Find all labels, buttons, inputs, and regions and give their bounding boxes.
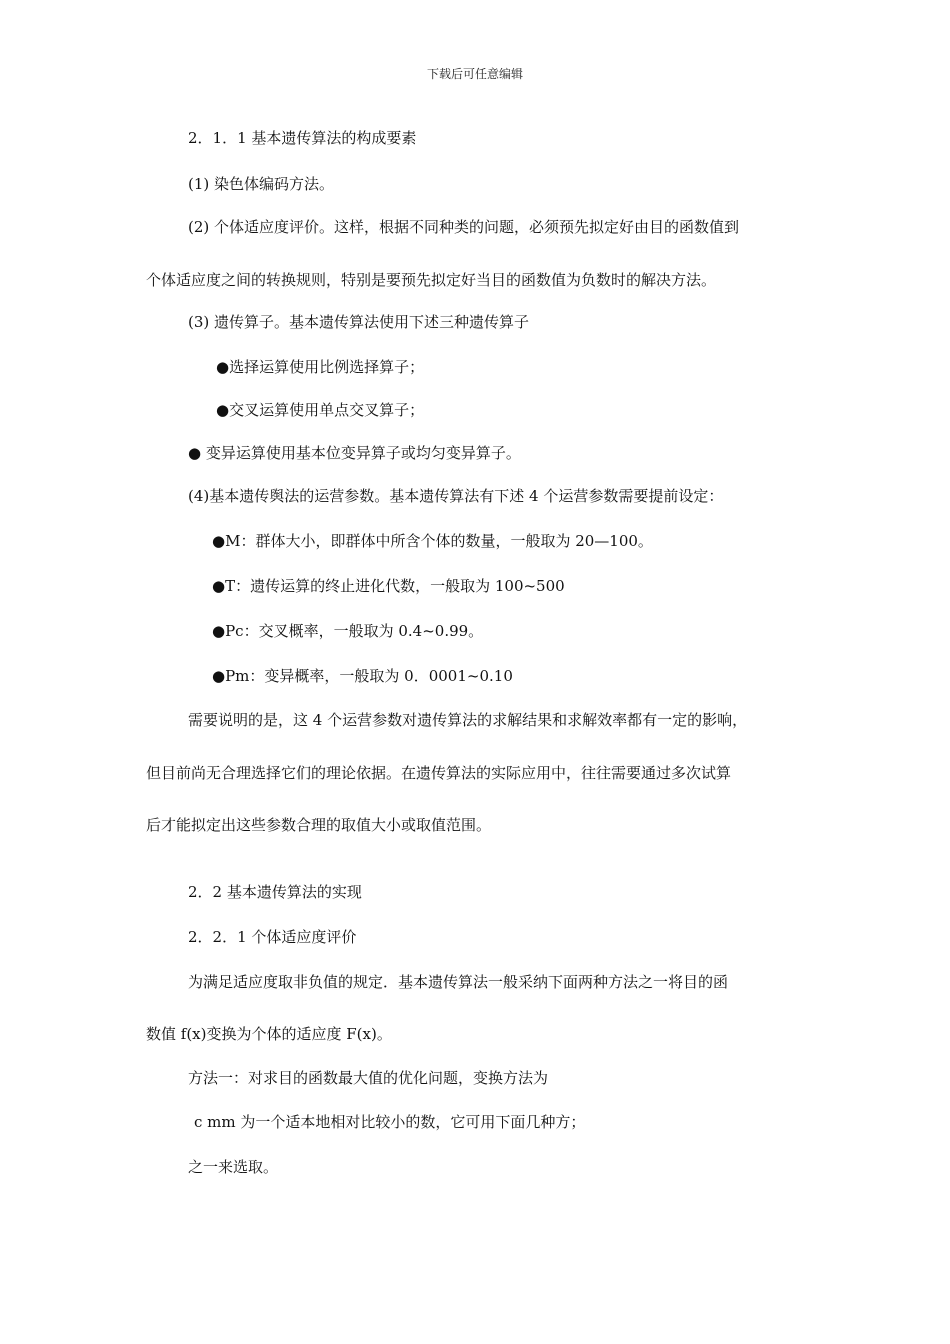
section-heading-2-1-1: 2．1．1 基本遗传算法的构成要素 — [188, 129, 417, 147]
section-heading-2-2-1: 2．2．1 个体适应度评价 — [188, 928, 357, 946]
paragraph-line: 数值 f(x)变换为个体的适应度 F(x)。 — [146, 1025, 392, 1043]
section-heading-2-2: 2．2 基本遗传算法的实现 — [188, 883, 362, 901]
paragraph-line: 后才能拟定出这些参数合理的取值大小或取值范围。 — [146, 816, 492, 834]
paragraph-line: 但目前尚无合理选择它们的理论依据。在遗传算法的实际应用中，往往需要通过多次试算 — [146, 764, 732, 782]
bullet-item: ●选择运算使用比例选择算子； — [216, 358, 425, 376]
page-header: 下载后可任意编辑 — [426, 67, 523, 81]
bullet-item: ●Pm：变异概率，一般取为 0．0001~0.10 — [212, 667, 513, 685]
paragraph-line: 为满足适应度取非负值的规定．基本遗传算法一般采纳下面两种方法之一将目的函 — [188, 973, 729, 991]
bullet-item: ●交叉运算使用单点交叉算子； — [216, 401, 425, 419]
paragraph-line: 需要说明的是，这 4 个运营参数对遗传算法的求解结果和求解效率都有一定的影响， — [188, 711, 748, 729]
bullet-item: ●T：遗传运算的终止进化代数，一般取为 100~500 — [212, 577, 565, 595]
bullet-item: ●Pc：交叉概率，一般取为 0.4~0.99。 — [212, 622, 484, 640]
paragraph-line: (2) 个体适应度评价。这样，根据不同种类的问题，必须预先拟定好由目的函数值到 — [188, 218, 740, 236]
paragraph-line: 之一来选取。 — [188, 1158, 279, 1176]
bullet-item: ●M：群体大小，即群体中所含个体的数量，一般取为 20—100。 — [212, 532, 653, 550]
paragraph-line: (3) 遗传算子。基本遗传算法使用下述三种遗传算子 — [188, 313, 530, 331]
paragraph-line: 方法一：对求目的函数最大值的优化问题，变换方法为 — [188, 1069, 549, 1087]
paragraph-line: (4)基本遗传舆法的运营参数。基本遗传算法有下述 4 个运营参数需要提前设定： — [188, 487, 724, 505]
paragraph-line: (1) 染色体编码方法。 — [188, 175, 335, 193]
paragraph-line: c mm 为一个适本地相对比较小的数，它可用下面几种方； — [194, 1113, 586, 1131]
paragraph-line: 个体适应度之间的转换规则，特别是要预先拟定好当目的函数值为负数时的解决方法。 — [146, 271, 717, 289]
bullet-item: ● 变异运算使用基本位变异算子或均匀变异算子。 — [188, 444, 521, 462]
